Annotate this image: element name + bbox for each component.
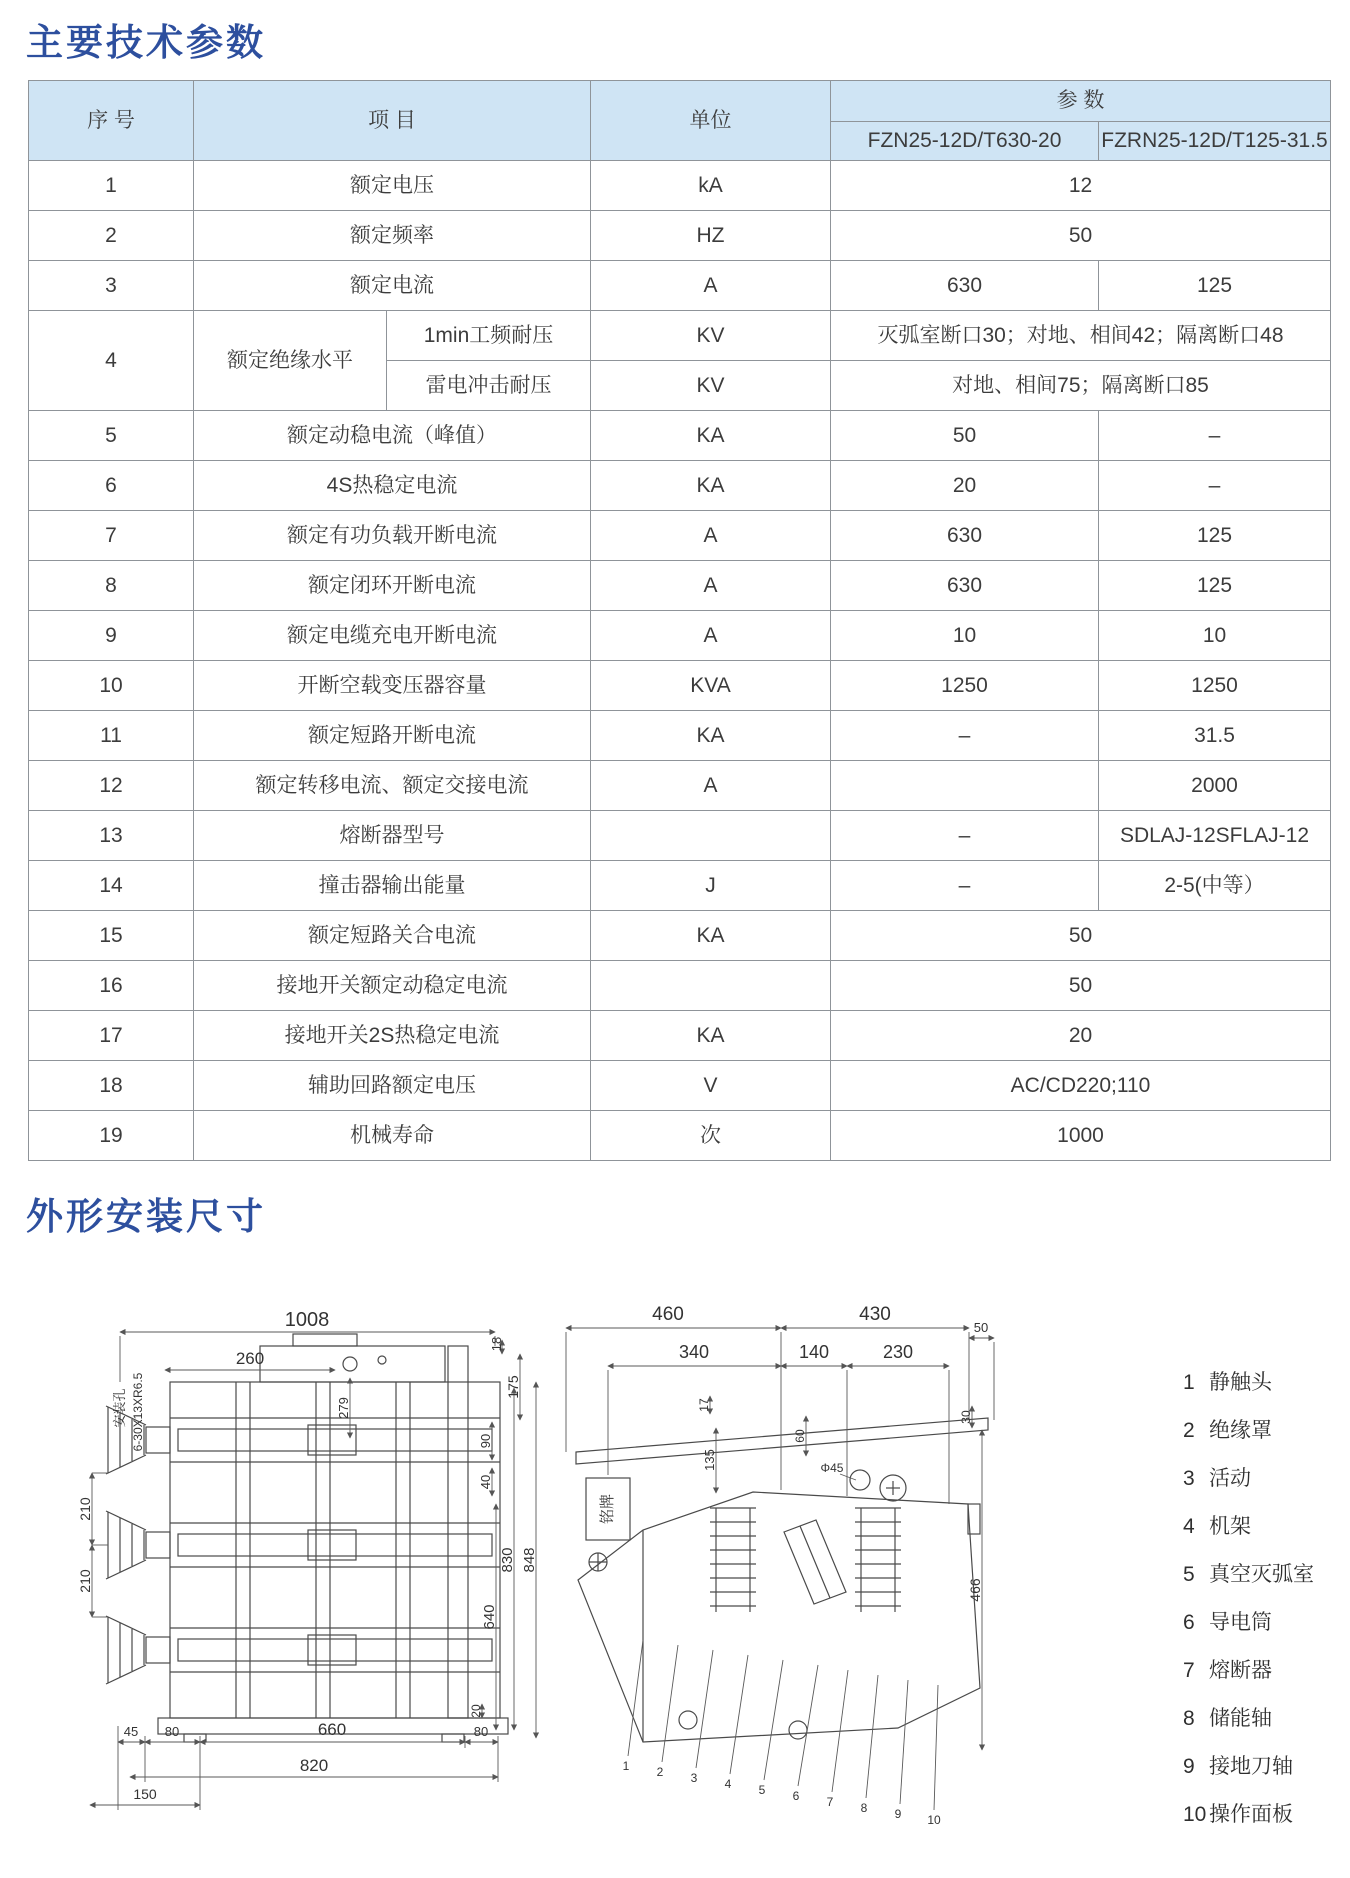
- dimension-label: 430: [859, 1304, 891, 1325]
- cell-value-span: 50: [831, 911, 1331, 961]
- cell-unit: KA: [591, 711, 831, 761]
- cell-no: 8: [29, 561, 194, 611]
- cell-value1: 630: [831, 261, 1099, 311]
- dimension-label: 175: [505, 1375, 521, 1399]
- cell-value-span: 灭弧室断口30；对地、相间42；隔离断口48: [831, 311, 1331, 361]
- cell-value-span: 对地、相间75；隔离断口85: [831, 361, 1331, 411]
- dimension-label: 660: [317, 1720, 347, 1739]
- table-row: [29, 961, 1331, 1011]
- dimension-label: 820: [299, 1756, 329, 1775]
- dimension-label: 848: [521, 1547, 538, 1573]
- table-row: [29, 1061, 1331, 1111]
- cell-no: 2: [29, 211, 194, 261]
- cell-unit: A: [591, 511, 831, 561]
- cell-no: 7: [29, 511, 194, 561]
- cell-value2: 31.5: [1099, 711, 1331, 761]
- cell-no: 3: [29, 261, 194, 311]
- cell-value2: 10: [1099, 611, 1331, 661]
- cell-unit: A: [591, 761, 831, 811]
- legend-item: [1183, 1366, 1348, 1414]
- cell-no: 19: [29, 1111, 194, 1161]
- cell-no: 4: [29, 311, 194, 411]
- legend-item: [1183, 1654, 1348, 1702]
- cell-unit: HZ: [591, 211, 831, 261]
- dimension-label: 80: [164, 1724, 180, 1739]
- cell-item: 额定电流: [194, 261, 591, 311]
- cell-no: 11: [29, 711, 194, 761]
- cell-unit: KA: [591, 1011, 831, 1061]
- legend-number: 9: [1183, 1755, 1195, 1778]
- legend-label: 静触头: [1209, 1371, 1272, 1394]
- cell-no: 15: [29, 911, 194, 961]
- cell-value-span: 50: [831, 961, 1331, 1011]
- cell-value1: 10: [831, 611, 1099, 661]
- side-view-drawing: [548, 1290, 1000, 1830]
- dimension-label: 17: [697, 1398, 711, 1412]
- cell-value2: SDLAJ-12SFLAJ-12: [1099, 811, 1331, 861]
- cell-item: 机械寿命: [194, 1111, 591, 1161]
- front-view-drawing: [50, 1290, 550, 1830]
- cell-unit: KA: [591, 911, 831, 961]
- table-header-row: [29, 81, 1331, 122]
- col-header-params: 参 数: [831, 81, 1331, 122]
- cell-no: 16: [29, 961, 194, 1011]
- dimension-label: 60: [793, 1429, 807, 1443]
- callout-number: 9: [894, 1807, 902, 1821]
- cell-no: 9: [29, 611, 194, 661]
- legend-label: 操作面板: [1209, 1803, 1293, 1826]
- legend-item: [1183, 1798, 1348, 1846]
- callout-number: 1: [622, 1759, 630, 1773]
- cell-no: 13: [29, 811, 194, 861]
- dimension-label: 135: [702, 1449, 717, 1471]
- cell-unit: KV: [591, 361, 831, 411]
- cell-unit: kA: [591, 161, 831, 211]
- legend-item: [1183, 1414, 1348, 1462]
- callout-number: 5: [758, 1783, 766, 1797]
- cell-unit: 次: [591, 1111, 831, 1161]
- dimension-label: 150: [133, 1786, 157, 1802]
- table-row: [29, 661, 1331, 711]
- legend-label: 接地刀轴: [1209, 1755, 1293, 1778]
- dimension-label: 210: [77, 1497, 93, 1521]
- legend-number: 4: [1183, 1515, 1195, 1538]
- callout-number: 6: [792, 1789, 800, 1803]
- legend-number: 10: [1183, 1803, 1207, 1826]
- side-view-dim-lines: [566, 1328, 994, 1810]
- table-row: [29, 811, 1331, 861]
- cell-value1: [831, 761, 1099, 811]
- table-row: [29, 561, 1331, 611]
- cell-value2: 1250: [1099, 661, 1331, 711]
- table-row: [29, 411, 1331, 461]
- cell-item: 开断空载变压器容量: [194, 661, 591, 711]
- cell-unit: KA: [591, 411, 831, 461]
- front-view-linework: [106, 1334, 508, 1742]
- legend-number: 2: [1183, 1419, 1195, 1442]
- dimension-label: 640: [481, 1604, 498, 1630]
- cell-item: 额定动稳电流（峰值）: [194, 411, 591, 461]
- cell-subitem: 雷电冲击耐压: [387, 361, 591, 411]
- cell-item: 额定转移电流、额定交接电流: [194, 761, 591, 811]
- table-row: [29, 461, 1331, 511]
- cell-item: 辅助回路额定电压: [194, 1061, 591, 1111]
- cell-value1: 630: [831, 511, 1099, 561]
- cell-item: 额定电压: [194, 161, 591, 211]
- cell-item: 额定短路关合电流: [194, 911, 591, 961]
- cell-item: 接地开关2S热稳定电流: [194, 1011, 591, 1061]
- col-header-no: 序 号: [29, 81, 194, 161]
- dimension-label: 18: [489, 1336, 504, 1352]
- cell-no: 17: [29, 1011, 194, 1061]
- spec-table: [28, 80, 1331, 1161]
- legend-label: 熔断器: [1209, 1659, 1272, 1682]
- cell-value2: –: [1099, 411, 1331, 461]
- dimension-label: 30: [959, 1410, 973, 1424]
- cell-no: 14: [29, 861, 194, 911]
- callout-number: 3: [690, 1771, 698, 1785]
- legend-label: 真空灭弧室: [1209, 1563, 1314, 1586]
- cell-no: 5: [29, 411, 194, 461]
- cell-unit: [591, 811, 831, 861]
- legend-item: [1183, 1510, 1348, 1558]
- cell-value2: 2-5(中等）: [1099, 861, 1331, 911]
- cell-item: 额定闭环开断电流: [194, 561, 591, 611]
- dimension-label: 210: [77, 1569, 93, 1593]
- cell-value2: 125: [1099, 511, 1331, 561]
- table-row: [29, 161, 1331, 211]
- cell-no: 1: [29, 161, 194, 211]
- table-row: [29, 1011, 1331, 1061]
- mounting-hole-label: 安装孔: [112, 1388, 127, 1428]
- cell-value-span: 20: [831, 1011, 1331, 1061]
- table-row: [29, 761, 1331, 811]
- cell-unit: [591, 961, 831, 1011]
- cell-value1: –: [831, 811, 1099, 861]
- table-row: [29, 711, 1331, 761]
- mounting-hole-spec: 6-30X13XR6.5: [131, 1372, 145, 1452]
- cell-no: 18: [29, 1061, 194, 1111]
- table-row: [29, 261, 1331, 311]
- legend-label: 活动: [1209, 1467, 1251, 1490]
- col-header-model1: FZN25-12D/T630-20: [831, 122, 1099, 161]
- table-row: [29, 311, 1331, 361]
- legend-number: 1: [1183, 1371, 1195, 1394]
- cell-unit: A: [591, 611, 831, 661]
- cell-no: 6: [29, 461, 194, 511]
- cell-value1: 1250: [831, 661, 1099, 711]
- legend-item: [1183, 1606, 1348, 1654]
- cell-value1: 50: [831, 411, 1099, 461]
- cell-item: 额定有功负载开断电流: [194, 511, 591, 561]
- front-view-dim-lines: [90, 1332, 536, 1810]
- legend-label: 导电筒: [1209, 1611, 1272, 1634]
- dimension-label: 40: [478, 1474, 493, 1490]
- cell-value1: 630: [831, 561, 1099, 611]
- dimension-label: 260: [235, 1349, 265, 1368]
- cell-unit: KV: [591, 311, 831, 361]
- cell-value2: 125: [1099, 561, 1331, 611]
- legend-label: 机架: [1209, 1515, 1251, 1538]
- cell-subitem: 1min工频耐压: [387, 311, 591, 361]
- cell-value-span: AC/CD220;110: [831, 1061, 1331, 1111]
- legend-item: [1183, 1702, 1348, 1750]
- legend-number: 8: [1183, 1707, 1195, 1730]
- legend-item: [1183, 1750, 1348, 1798]
- cell-value2: 125: [1099, 261, 1331, 311]
- cell-item: 4S热稳定电流: [194, 461, 591, 511]
- table-row: [29, 511, 1331, 561]
- legend-number: 5: [1183, 1563, 1195, 1586]
- legend-label: 储能轴: [1209, 1707, 1272, 1730]
- section-title-dimensions: 外形安装尺寸: [26, 1196, 266, 1237]
- cell-value1: –: [831, 861, 1099, 911]
- cell-value2: –: [1099, 461, 1331, 511]
- dimension-label: Φ45: [820, 1461, 844, 1475]
- cell-item: 额定电缆充电开断电流: [194, 611, 591, 661]
- cell-item: 熔断器型号: [194, 811, 591, 861]
- callout-number: 10: [927, 1813, 941, 1827]
- parts-legend: [1183, 1366, 1348, 1846]
- cell-unit: V: [591, 1061, 831, 1111]
- side-view-dim-labels: [599, 1304, 988, 1827]
- cell-value-span: 50: [831, 211, 1331, 261]
- legend-number: 7: [1183, 1659, 1195, 1682]
- legend-number: 6: [1183, 1611, 1195, 1634]
- cell-item: 额定短路开断电流: [194, 711, 591, 761]
- table-row: [29, 861, 1331, 911]
- spec-table-wrap: [28, 80, 1331, 1161]
- cell-value1: 20: [831, 461, 1099, 511]
- legend-number: 3: [1183, 1467, 1195, 1490]
- cell-value2: 2000: [1099, 761, 1331, 811]
- page-title: 主要技术参数: [26, 22, 266, 63]
- dimension-label: 1008: [284, 1309, 330, 1331]
- table-row: [29, 211, 1331, 261]
- dimension-label: 340: [678, 1342, 710, 1362]
- cell-unit: A: [591, 561, 831, 611]
- dimension-label: 460: [652, 1304, 684, 1325]
- cell-value-span: 12: [831, 161, 1331, 211]
- legend-item: [1183, 1558, 1348, 1606]
- callout-number: 4: [724, 1777, 732, 1791]
- dimension-label: 279: [336, 1397, 351, 1419]
- cell-no: 12: [29, 761, 194, 811]
- cell-item: 接地开关额定动稳定电流: [194, 961, 591, 1011]
- dimension-label: 20: [469, 1704, 483, 1718]
- col-header-item: 项 目: [194, 81, 591, 161]
- table-row: [29, 911, 1331, 961]
- cell-no: 10: [29, 661, 194, 711]
- cell-unit: A: [591, 261, 831, 311]
- legend-item: [1183, 1462, 1348, 1510]
- nameplate-label: 铭牌: [599, 1493, 616, 1525]
- callout-number: 8: [860, 1801, 868, 1815]
- table-row: [29, 611, 1331, 661]
- cell-value1: –: [831, 711, 1099, 761]
- cell-item: 撞击器输出能量: [194, 861, 591, 911]
- cell-unit: J: [591, 861, 831, 911]
- dimension-label: 230: [882, 1342, 914, 1362]
- cell-unit: KVA: [591, 661, 831, 711]
- callout-number: 7: [826, 1795, 834, 1809]
- table-row: [29, 1111, 1331, 1161]
- col-header-unit: 单位: [591, 81, 831, 161]
- col-header-model2: FZRN25-12D/T125-31.5: [1099, 122, 1331, 161]
- callout-number: 2: [656, 1765, 664, 1779]
- dimension-label: 466: [967, 1578, 983, 1602]
- side-view-linework: [576, 1418, 988, 1742]
- dimension-label: 140: [798, 1342, 830, 1362]
- dimension-label: 80: [473, 1724, 489, 1739]
- dimension-label: 830: [499, 1547, 516, 1573]
- cell-item: 额定频率: [194, 211, 591, 261]
- cell-value-span: 1000: [831, 1111, 1331, 1161]
- cell-item: 额定绝缘水平: [194, 311, 387, 411]
- dimension-label: 50: [973, 1320, 989, 1335]
- legend-label: 绝缘罩: [1209, 1419, 1272, 1442]
- dimension-label: 45: [123, 1724, 139, 1739]
- dimension-label: 90: [478, 1433, 493, 1449]
- cell-unit: KA: [591, 461, 831, 511]
